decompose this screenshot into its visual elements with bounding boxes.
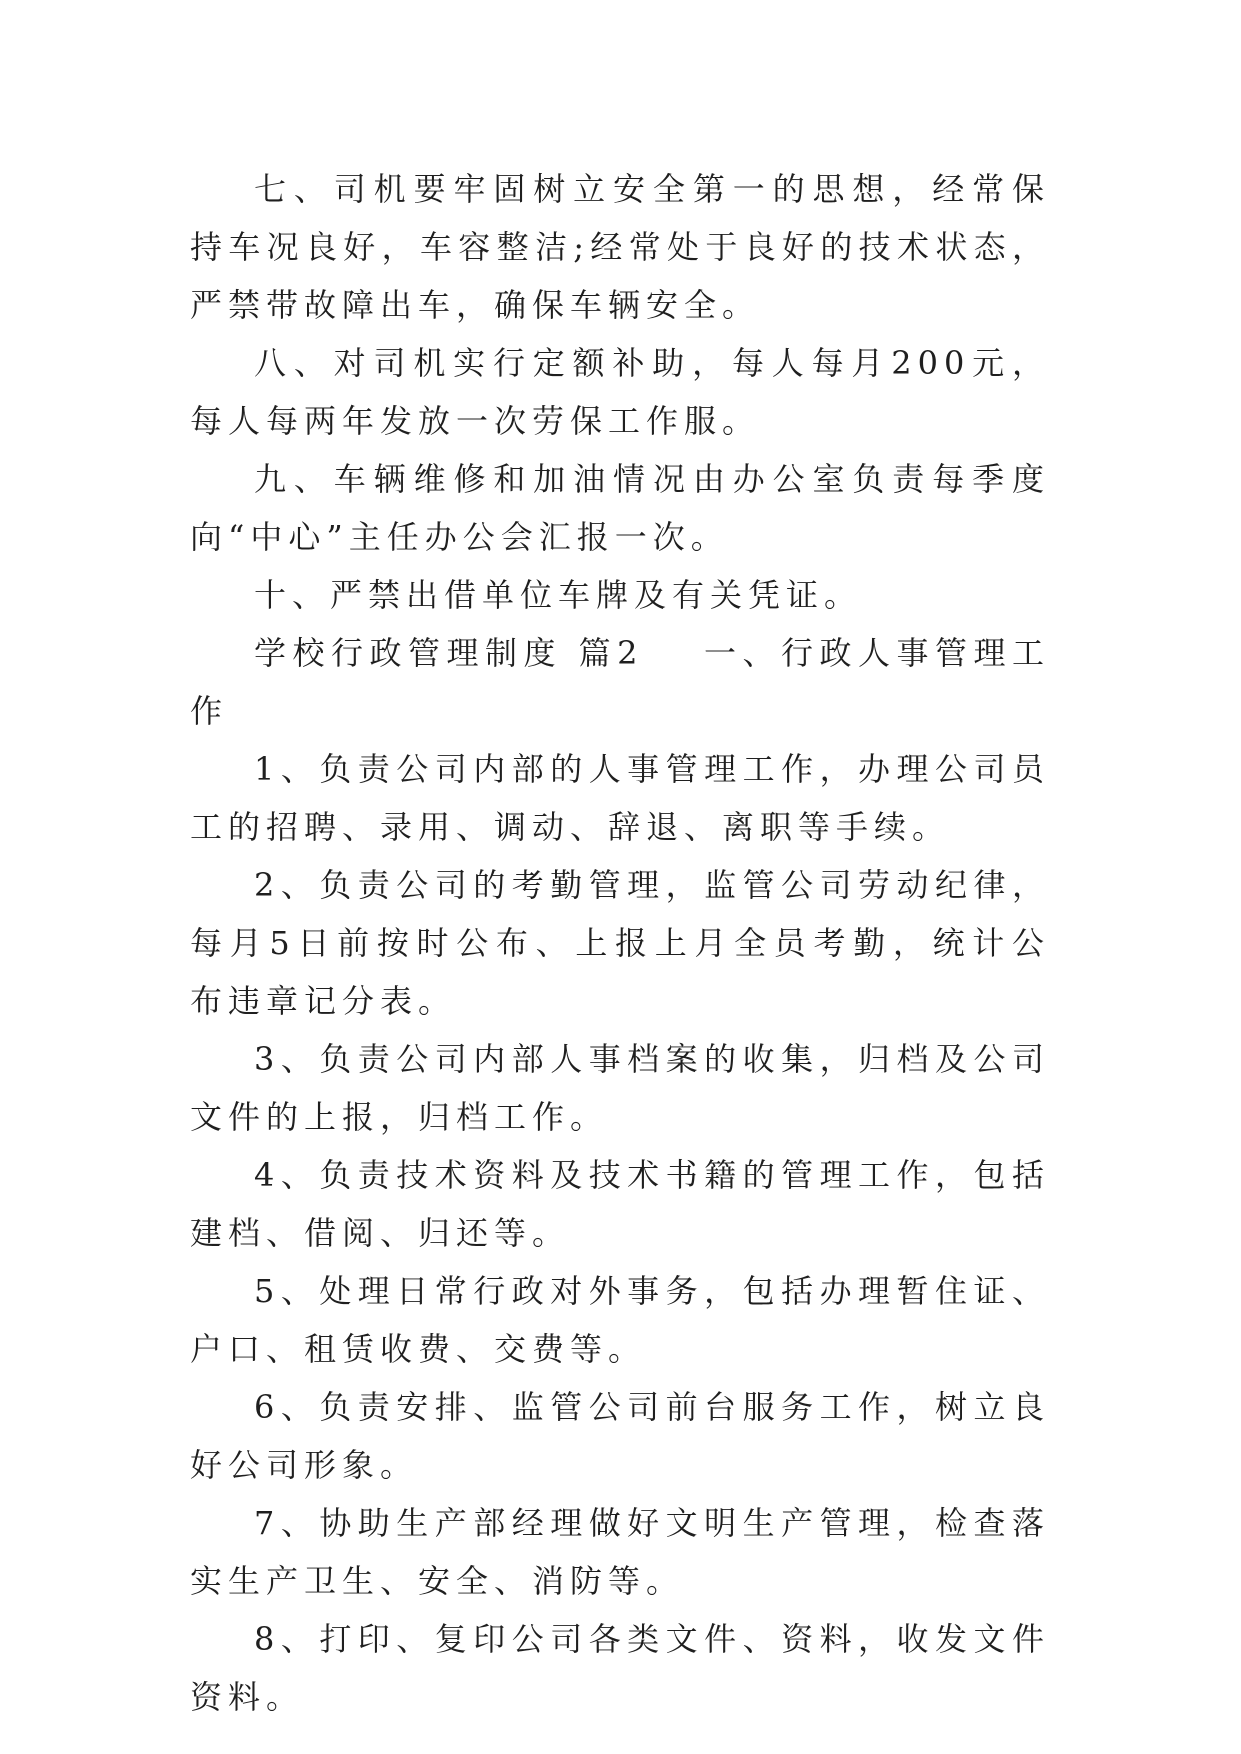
paragraph-rule-10: 十、严禁出借单位车牌及有关凭证。: [254, 576, 863, 614]
section-title: 学校行政管理制度 篇2: [254, 634, 644, 672]
list-item: 6、负责安排、监管公司前台服务工作，树立良好公司形象。: [190, 1388, 1050, 1484]
document-body: [190, 160, 1050, 1726]
paragraph-rule-7: 七、司机要牢固树立安全第一的思想，经常保持车况良好，车容整洁;经常处于良好的技术状态，严禁带故障出车，确保车辆安全。: [190, 170, 1050, 324]
section-subtitle: 一、行政人事管理工作: [190, 634, 1050, 730]
list-item: 1、负责公司内部的人事管理工作，办理公司员工的招聘、录用、调动、辞退、离职等手续。: [190, 750, 1050, 846]
list-item: 8、打印、复印公司各类文件、资料，收发文件资料。: [190, 1620, 1050, 1716]
list-item: 4、负责技术资料及技术书籍的管理工作，包括建档、借阅、归还等。: [190, 1156, 1050, 1252]
paragraph-rule-8: 八、对司机实行定额补助，每人每月200元，每人每两年发放一次劳保工作服。: [190, 344, 1050, 440]
list-item: 5、处理日常行政对外事务，包括办理暂住证、户口、租赁收费、交费等。: [190, 1272, 1050, 1368]
section-heading: [190, 624, 1050, 740]
list-item: 7、协助生产部经理做好文明生产管理，检查落实生产卫生、安全、消防等。: [190, 1504, 1050, 1600]
list-item: 2、负责公司的考勤管理，监管公司劳动纪律，每月5日前按时公布、上报上月全员考勤，统计公布违章记分表。: [190, 866, 1050, 1020]
paragraph-rule-9: 九、车辆维修和加油情况由办公室负责每季度向“中心”主任办公会汇报一次。: [190, 460, 1050, 556]
list-item: 3、负责公司内部人事档案的收集，归档及公司文件的上报，归档工作。: [190, 1040, 1050, 1136]
